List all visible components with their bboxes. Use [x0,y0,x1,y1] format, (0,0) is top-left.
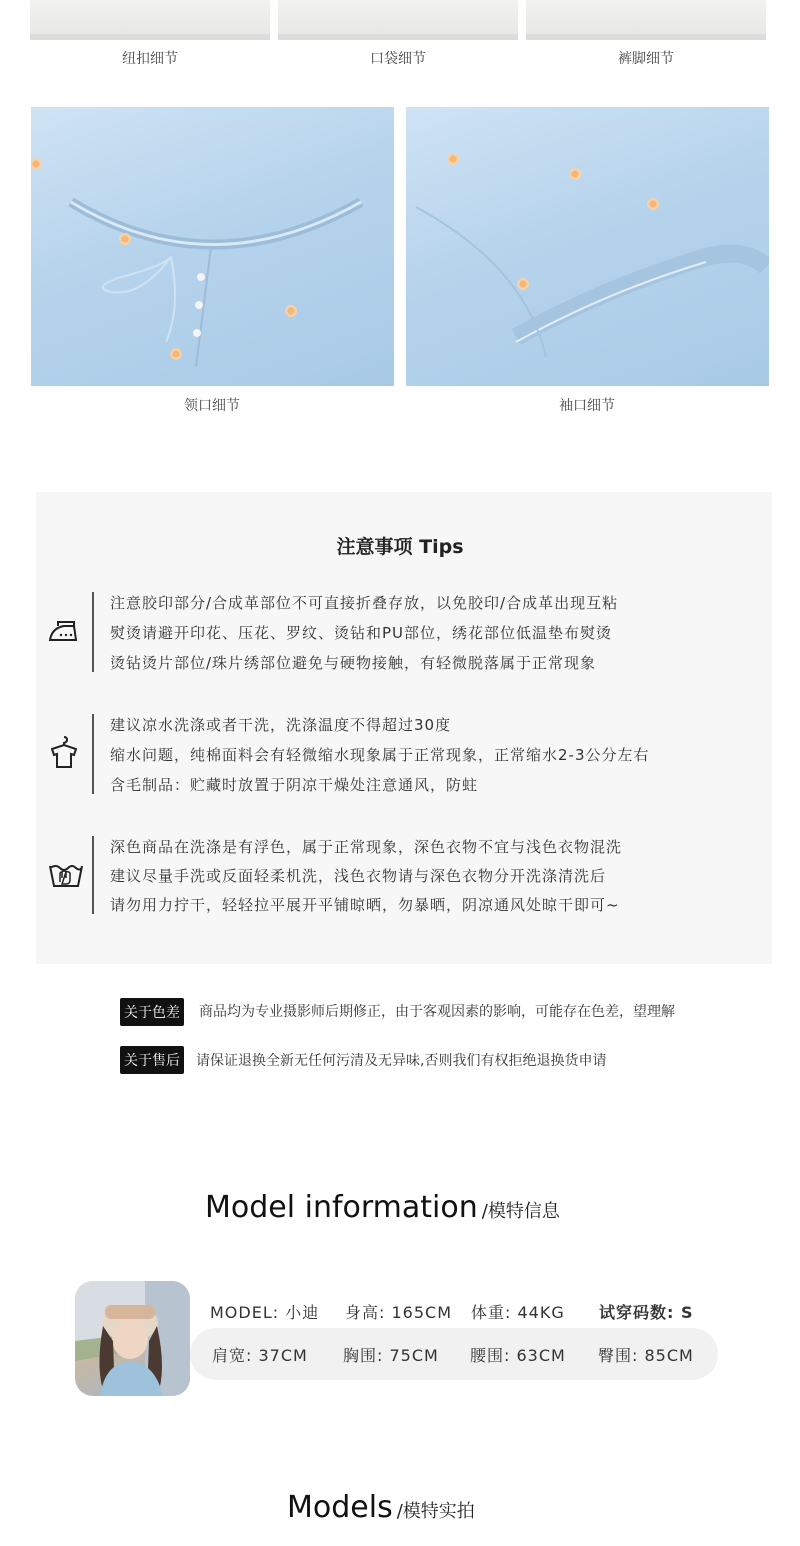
models-heading-en: Models [287,1490,393,1525]
model-hip: 臀围: 85CM [598,1346,694,1365]
hand-wash-icon [46,854,86,894]
tip-line: 深色商品在洗涤是有浮色，属于正常现象，深色衣物不宜与浅色衣物混洗 [110,838,623,856]
after-sales-badge: 关于售后 [120,1046,184,1074]
tip-line: 烫钻烫片部位/珠片绣部位避免与硬物接触，有轻微脱落属于正常现象 [110,654,597,672]
model-avatar [75,1281,190,1396]
model-height: 身高: 165CM [345,1303,452,1322]
tip-line: 缩水问题，纯棉面料会有轻微缩水现象属于正常现象，正常缩水2-3公分左右 [110,746,650,764]
tips-divider-2 [92,714,94,794]
model-info-heading-en: Model information [205,1190,478,1225]
collar-detail-photo [31,107,394,386]
model-info-heading-cn: /模特信息 [481,1201,560,1222]
tip-line: 含毛制品：贮藏时放置于阴凉干燥处注意通风，防蛀 [110,776,479,794]
cuff-detail-photo [406,107,769,386]
model-trial-size: 试穿码数: S [599,1303,694,1322]
collar-detail-caption: 领口细节 [184,398,240,414]
tip-line: 熨烫请避开印花、压花、罗纹、烫钻和PU部位，绣花部位低温垫布熨烫 [110,624,613,642]
model-waist: 腰围: 63CM [470,1346,566,1365]
pocket-detail-caption: 口袋细节 [370,51,426,67]
color-difference-badge: 关于色差 [120,998,184,1026]
model-weight: 体重: 44KG [471,1303,565,1322]
cuff-detail-caption: 袖口细节 [559,398,615,414]
color-difference-note: 商品均为专业摄影师后期修正，由于客观因素的影响，可能存在色差，望理解 [199,1004,675,1020]
tips-divider-3 [92,836,94,914]
tips-divider-1 [92,592,94,672]
button-detail-caption: 纽扣细节 [122,51,178,67]
model-shoulder: 肩宽: 37CM [212,1346,308,1365]
after-sales-note: 请保证退换全新无任何污清及无异味,否则我们有权拒绝退换货申请 [196,1053,607,1069]
model-bust: 胸围: 75CM [343,1346,439,1365]
tip-line: 注意胶印部分/合成革部位不可直接折叠存放，以免胶印/合成革出现互粘 [110,594,619,612]
hem-detail-photo [526,0,766,40]
tip-line: 建议尽量手洗或反面轻柔机洗，浅色衣物请与深色衣物分开洗涤清洗后 [110,867,607,885]
models-heading [287,1490,475,1525]
button-detail-photo [30,0,270,40]
models-heading-cn: /模特实拍 [396,1501,475,1522]
model-name: MODEL: 小迪 [210,1303,320,1322]
model-info-heading [205,1190,560,1225]
tip-line: 建议凉水洗涤或者干洗，洗涤温度不得超过30度 [110,716,452,734]
hanging-shirt-icon [44,733,84,773]
tips-title: 注意事项 Tips [336,536,464,558]
pocket-detail-photo [278,0,518,40]
iron-icon [44,612,84,652]
tip-line: 请勿用力拧干，轻轻拉平展开平铺晾晒，勿暴晒，阴凉通风处晾干即可~ [110,896,620,914]
hem-detail-caption: 裤脚细节 [618,51,674,67]
